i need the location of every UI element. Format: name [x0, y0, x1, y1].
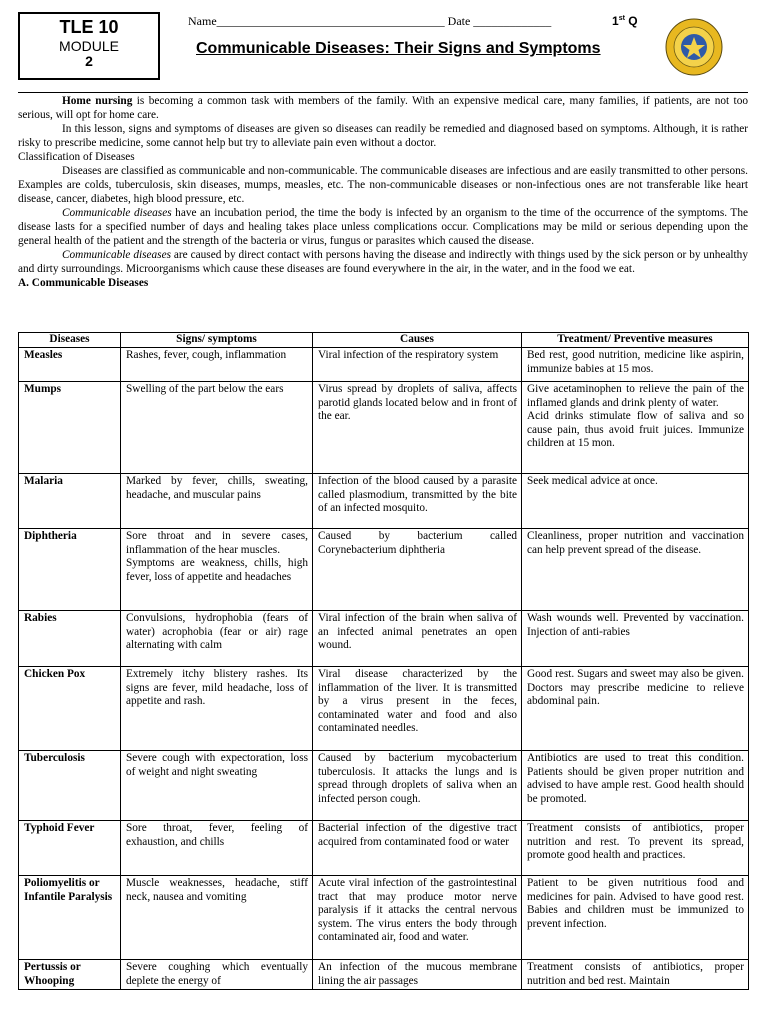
table-header-row: [19, 333, 749, 348]
disease-cell: Mumps: [19, 382, 121, 474]
disease-cell: Poliomyelitis or Infantile Paralysis: [19, 876, 121, 960]
quarter-suffix: st: [618, 15, 625, 22]
header-treatment: Treatment/ Preventive measures: [522, 333, 749, 348]
treatment-cell: Seek medical advice at once.: [522, 474, 749, 529]
table-row: [19, 611, 749, 667]
causes-cell: Acute viral infection of the gastrointestinal tract that may produce motor nerve paralysis if it attacks the central nervous system. The virus enters the body through contaminated air, food and water.: [313, 876, 522, 960]
home-nursing-term: Home nursing: [62, 95, 133, 107]
causes-cell: Viral infection of the respiratory system: [313, 348, 522, 382]
header-signs: Signs/ symptoms: [121, 333, 313, 348]
paragraph-classification: Diseases are classified as communicable and non-communicable. The communicable diseases are infectious and are easily transmitted to other persons. Examples are colds, tuberculosis, skin diseases, mumps, measles, etc. The non-communicable diseases or non-infectious ones are not transferable like heart disease, cancer, diabetes, high blood pressure, etc.: [18, 165, 748, 205]
signs-cell: Sore throat and in severe cases, inflammation of the hear muscles. Symptoms are weakness, chills, high fever, loss of appetite and headaches: [121, 529, 313, 611]
signs-cell: Extremely itchy blistery rashes. Its signs are fever, mild headache, loss of appetite and rash.: [121, 667, 313, 751]
table-row: [19, 382, 749, 474]
disease-cell: Pertussis or Whooping: [19, 960, 121, 990]
paragraph-text: are caused by direct contact with persons having the disease and indirectly with things used by the sick person or by unhealthy and dirty surroundings. Microorganisms which cause these diseases are found everywhere in the air, in the water, and in the food we eat.: [18, 249, 748, 275]
paragraph-incubation: [18, 206, 748, 248]
causes-cell: Viral infection of the brain when saliva of an infected animal penetrates an open wound.: [313, 611, 522, 667]
module-number: 2: [85, 53, 93, 69]
signs-cell: Rashes, fever, cough, inflammation: [121, 348, 313, 382]
signs-cell: Sore throat, fever, feeling of exhaustion, and chills: [121, 821, 313, 876]
header-divider: [18, 92, 748, 93]
name-date-line: Name______________________________________ Date _____________: [188, 14, 552, 28]
treatment-cell: Good rest. Sugars and sweet may also be given. Doctors may prescribe medicine to relieve abdominal pain.: [522, 667, 749, 751]
school-seal-logo: [665, 18, 723, 76]
classification-heading: Classification of Diseases: [18, 151, 135, 163]
treatment-cell: Bed rest, good nutrition, medicine like aspirin, immunize babies at 15 mos.: [522, 348, 749, 382]
table-row: [19, 751, 749, 821]
disease-cell: Tuberculosis: [19, 751, 121, 821]
paragraph-lesson: In this lesson, signs and symptoms of diseases are given so diseases can readily be remedied and diagnosed based on symptoms. Although, it is rather risky to prescribe medicine, some cannot help but try to alleviate pain even without a doctor.: [18, 123, 748, 149]
causes-cell: Caused by bacterium called Corynebacterium diphtheria: [313, 529, 522, 611]
communicable-term: Communicable diseases: [62, 207, 172, 219]
communicable-term: Communicable diseases: [62, 249, 171, 261]
module-label: MODULE: [59, 38, 119, 54]
disease-cell: Rabies: [19, 611, 121, 667]
signs-cell: Marked by fever, chills, sweating, headache, and muscular pains: [121, 474, 313, 529]
paragraph-text: have an incubation period, the time the body is infected by an organism to the time of the occurrence of the symptoms. The disease lasts for a specified number of days and healing takes place unless complications occur. Complications may be mild or serious depending upon the general health of the patient and the strength of the bacteria or virus, fungus or parasites which caused the disease.: [18, 207, 748, 247]
table-row: [19, 821, 749, 876]
causes-cell: Virus spread by droplets of saliva, affects parotid glands located below and in front of the ear.: [313, 382, 522, 474]
disease-cell: Diphtheria: [19, 529, 121, 611]
causes-cell: Bacterial infection of the digestive tract acquired from contaminated food or water: [313, 821, 522, 876]
disease-cell: Malaria: [19, 474, 121, 529]
intro-text: [18, 94, 748, 290]
disease-cell: Chicken Pox: [19, 667, 121, 751]
page-title: Communicable Diseases: Their Signs and Symptoms: [196, 40, 601, 57]
table-row: [19, 474, 749, 529]
treatment-cell: Treatment consists of antibiotics, proper nutrition and bed rest. Maintain: [522, 960, 749, 990]
signs-cell: Swelling of the part below the ears: [121, 382, 313, 474]
treatment-cell: Antibiotics are used to treat this condition. Patients should be given proper nutrition and advised to have ample rest. Good health should be promoted.: [522, 751, 749, 821]
disease-cell: Measles: [19, 348, 121, 382]
diseases-table: [18, 332, 749, 990]
paragraph-home-nursing: [18, 94, 748, 122]
causes-cell: An infection of the mucous membrane lining the air passages: [313, 960, 522, 990]
treatment-cell: Cleanliness, proper nutrition and vaccination can help prevent spread of the disease.: [522, 529, 749, 611]
table-row: [19, 667, 749, 751]
causes-cell: Caused by bacterium mycobacterium tuberculosis. It attacks the lungs and is spread through droplets of saliva when an infected person cough.: [313, 751, 522, 821]
quarter-letter: Q: [628, 14, 638, 28]
table-row: [19, 876, 749, 960]
disease-cell: Typhoid Fever: [19, 821, 121, 876]
paragraph-transmission: [18, 248, 748, 276]
quarter-label: [612, 14, 638, 28]
signs-cell: Convulsions, hydrophobia (fears of water) acrophobia (fear or air) rage alternating with calm: [121, 611, 313, 667]
causes-cell: Viral disease characterized by the inflammation of the liver. It is transmitted by a virus present in the feces, contaminated water and food and also contaminated needles.: [313, 667, 522, 751]
causes-cell: Infection of the blood caused by a parasite called plasmodium, transmitted by the bite of an infected mosquito.: [313, 474, 522, 529]
table-body: [19, 348, 749, 990]
quarter-number: 1: [612, 14, 619, 28]
header-diseases: Diseases: [19, 333, 121, 348]
section-heading: A. Communicable Diseases: [18, 277, 149, 289]
module-box: [18, 12, 160, 80]
table-row: [19, 529, 749, 611]
table-row: [19, 348, 749, 382]
table-row: [19, 960, 749, 990]
signs-cell: Muscle weaknesses, headache, stiff neck, nausea and vomiting: [121, 876, 313, 960]
treatment-cell: Give acetaminophen to relieve the pain of the inflamed glands and drink plenty of water. Acid drinks stimulate flow of saliva and so cause pain, thus avoid fruit juices. Immunize children at 15 mon.: [522, 382, 749, 474]
treatment-cell: Treatment consists of antibiotics, proper nutrition and rest. To prevent its spread, promote good health and practices.: [522, 821, 749, 876]
treatment-cell: Wash wounds well. Prevented by vaccination. Injection of anti-rabies: [522, 611, 749, 667]
paragraph-text: is becoming a common task with members of the family. With an expensive medical care, many families, if patients, are not too serious, will opt for home care.: [18, 95, 748, 121]
header-causes: Causes: [313, 333, 522, 348]
subject-label: TLE 10: [59, 17, 119, 37]
signs-cell: Severe coughing which eventually deplete the energy of: [121, 960, 313, 990]
treatment-cell: Patient to be given nutritious food and medicines for pain. Advised to have good rest. Babies and children must be immunized to prevent infection.: [522, 876, 749, 960]
signs-cell: Severe cough with expectoration, loss of weight and night sweating: [121, 751, 313, 821]
